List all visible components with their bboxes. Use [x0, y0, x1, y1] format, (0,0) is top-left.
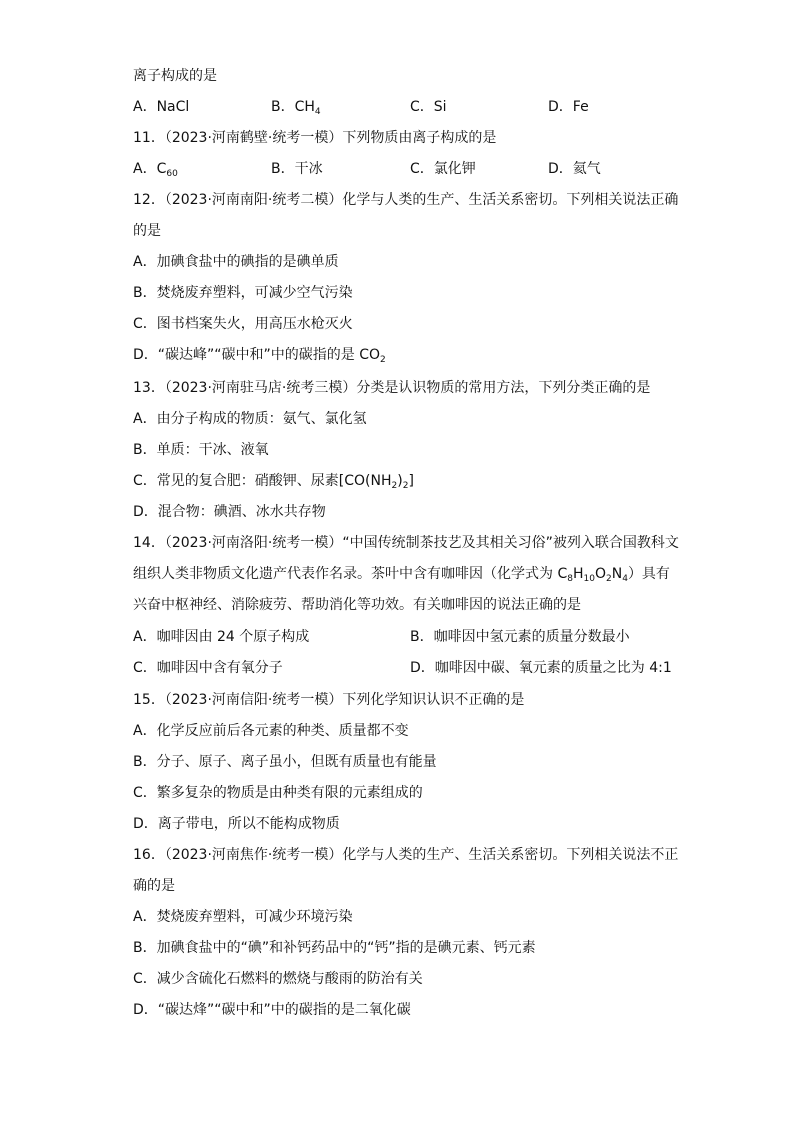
- q14-option-d: D．咖啡因中碳、氧元素的质量之比为 4:1: [410, 660, 672, 676]
- question-14-stem-line2: 组织人类非物质文化遗产代表作名录。茶叶中含有咖啡因（化学式为 $C_8H_{10}O_2N_4$）具有: [133, 566, 670, 584]
- q13-option-a: A．由分子构成的物质：氨气、氯化氢: [133, 411, 367, 427]
- q12-option-a: A．加碘食盐中的碘指的是碘单质: [133, 254, 339, 270]
- q15-option-a: A．化学反应前后各元素的种类、质量都不变: [133, 723, 409, 739]
- question-11-stem: 11．（2023·河南鹤壁·统考一模）下列物质由离子构成的是: [133, 130, 497, 146]
- question-15-stem: 15．（2023·河南信阳·统考一模）下列化学知识认识不正确的是: [133, 692, 525, 708]
- question-14-stem: 14．（2023·河南洛阳·统考一模）“中国传统制茶技艺及其相关习俗”被列入联合国教科文: [133, 535, 679, 551]
- q12-option-d: D．“碳达峰”“碳中和”中的碳指的是 $CO_2$: [133, 347, 386, 365]
- q16-option-b: B．加碘食盐中的“碘”和补钙药品中的“钙”指的是碘元素、钙元素: [133, 940, 536, 956]
- q10-option-b: B．$CH_4$: [271, 99, 321, 117]
- q10-option-c: C．Si: [410, 99, 447, 115]
- q11-option-b: B．干冰: [271, 161, 323, 177]
- q10-option-d: D．Fe: [548, 99, 589, 115]
- q11-option-c: C．氯化钾: [410, 161, 476, 177]
- q12-option-c: C．图书档案失火，用高压水枪灭火: [133, 316, 353, 332]
- q13-option-b: B．单质：干冰、液氧: [133, 442, 269, 458]
- q15-option-d: D．离子带电，所以不能构成物质: [133, 816, 340, 832]
- question-12-stem: 12．（2023·河南南阳·统考二模）化学与人类的生产、生活关系密切。下列相关说法正确: [133, 192, 679, 208]
- question-10-stem-end: 离子构成的是: [133, 68, 217, 84]
- q15-option-b: B．分子、原子、离子虽小，但既有质量也有能量: [133, 754, 437, 770]
- q11-option-d: D．氦气: [548, 161, 601, 177]
- question-13-stem: 13．（2023·河南驻马店·统考三模）分类是认识物质的常用方法，下列分类正确的是: [133, 380, 651, 396]
- q16-option-a: A．焚烧废弃塑料，可减少环境污染: [133, 909, 353, 925]
- q14-option-b: B．咖啡因中氢元素的质量分数最小: [410, 629, 630, 645]
- q13-option-d: D．混合物：碘酒、冰水共存物: [133, 504, 326, 520]
- question-14-stem-line3: 兴奋中枢神经、消除疲劳、帮助消化等功效。有关咖啡因的说法正确的是: [133, 597, 581, 613]
- q10-option-a: A．NaCl: [133, 99, 190, 115]
- q14-option-c: C．咖啡因中含有氧分子: [133, 660, 283, 676]
- question-12-stem-cont: 的是: [133, 223, 161, 239]
- q16-option-c: C．减少含硫化石燃料的燃烧与酸雨的防治有关: [133, 971, 423, 987]
- q16-option-d: D．“碳达烽”“碳中和”中的碳指的是二氧化碳: [133, 1002, 411, 1018]
- q14-option-a: A．咖啡因由 24 个原子构成: [133, 629, 310, 645]
- q15-option-c: C．繁多复杂的物质是由种类有限的元素组成的: [133, 785, 423, 801]
- question-16-stem: 16．（2023·河南焦作·统考一模）化学与人类的生产、生活关系密切。下列相关说法不正: [133, 847, 679, 863]
- q11-option-a: A．$C_{60}$: [133, 161, 178, 179]
- q13-option-c: C．常见的复合肥：硝酸钾、尿素$[CO(NH_2)_2]$: [133, 473, 414, 491]
- question-16-stem-cont: 确的是: [133, 878, 175, 894]
- q12-option-b: B．焚烧废弃塑料，可减少空气污染: [133, 285, 353, 301]
